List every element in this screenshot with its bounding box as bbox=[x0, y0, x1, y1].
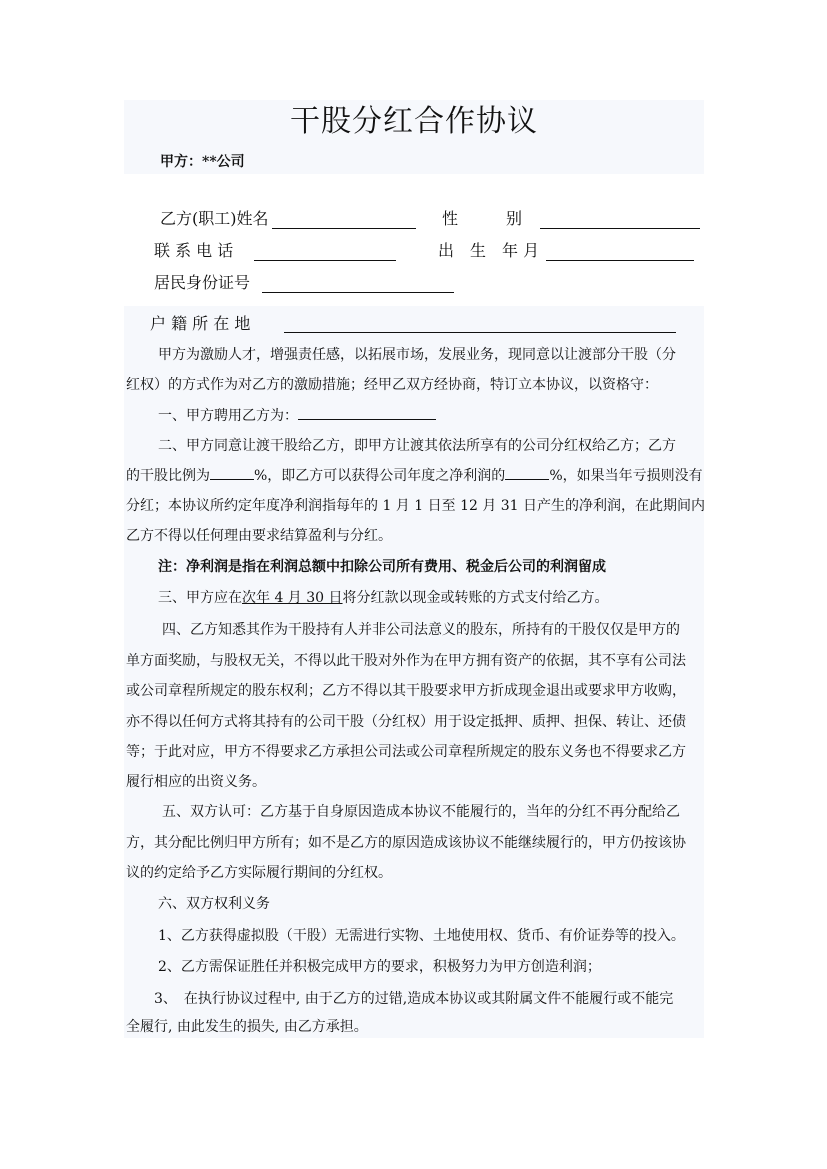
clause-6-item-3-line-2: 全履行, 由此发生的损失, 由乙方承担。 bbox=[126, 1019, 368, 1035]
clause-5-line-2: 方，其分配比例归甲方所有；如不是乙方的原因造成该协议不能继续履行的，甲方仍按该协 bbox=[126, 835, 686, 851]
clause-6-item-1: 1、乙方获得虚拟股（干股）无需进行实物、土地使用权、货币、有价证券等的投入。 bbox=[158, 928, 685, 944]
id-underline[interactable] bbox=[262, 292, 454, 293]
clause-4-line-1: 四、乙方知悉其作为干股持有人并非公司法意义的股东，所持有的干股仅仅是甲方的 bbox=[162, 622, 680, 638]
phone-label: 联 系 电 话 bbox=[154, 241, 234, 260]
position-blank[interactable] bbox=[298, 405, 436, 420]
clause-1: 一、甲方聘用乙方为： bbox=[126, 401, 702, 431]
birth-label: 出 生 年 月 bbox=[438, 241, 540, 260]
clause-4-line-5: 等；于此对应，甲方不得要求乙方承担公司法或公司章程所规定的股东义务也不得要求乙方 bbox=[126, 744, 686, 760]
birth-underline[interactable] bbox=[546, 260, 694, 261]
hukou-underline[interactable] bbox=[284, 332, 676, 333]
clause-2-line-3: 分红；本协议所约定年度净利润指每年的 1 月 1 日至 12 月 31 日产生的净利润，在此期间内 bbox=[126, 498, 706, 514]
id-label: 居民身份证号 bbox=[154, 273, 251, 292]
clause-5-line-3: 议的约定给予乙方实际履行期间的分红权。 bbox=[126, 865, 392, 881]
clause-4-line-4: 亦不得以任何方式将其持有的公司干股（分红权）用于设定抵押、质押、担保、转让、还债 bbox=[126, 714, 686, 730]
clause-6-heading: 六、双方权利义务 bbox=[158, 896, 270, 912]
clause-6-item-3-line-1: 3、 在执行协议过程中, 由于乙方的过错,造成本协议或其附属文件不能履行或不能完 bbox=[154, 991, 674, 1007]
clause-4-line-6: 履行相应的出资义务。 bbox=[126, 774, 266, 790]
party-a: 甲方：**公司 bbox=[160, 154, 245, 170]
name-label: 乙方(职工)姓名 bbox=[160, 209, 269, 228]
profit-ratio-blank[interactable] bbox=[505, 465, 549, 480]
gender-underline[interactable] bbox=[540, 228, 700, 229]
clause-3: 三、甲方应在次年 4 月 30 日将分红款以现金或转账的方式支付给乙方。 bbox=[158, 590, 609, 606]
intro-line-1: 甲方为激励人才，增强责任感，以拓展市场，发展业务，现同意以让渡部分干股（分 bbox=[158, 347, 676, 363]
document-title: 干股分红合作协议 bbox=[290, 104, 538, 139]
clause-2-line-1: 二、甲方同意让渡干股给乙方，即甲方让渡其依法所享有的公司分红权给乙方；乙方 bbox=[158, 438, 676, 454]
clause-4-line-2: 单方面奖励，与股权无关，不得以此干股对外作为在甲方拥有资产的依据，其不享有公司法 bbox=[126, 653, 686, 669]
clause-6-item-2: 2、乙方需保证胜任并积极完成甲方的要求，积极努力为甲方创造利润； bbox=[158, 959, 601, 975]
intro-line-2: 红权）的方式作为对乙方的激励措施；经甲乙双方经协商，特订立本协议，以资格守： bbox=[126, 377, 658, 393]
gender-label: 性 别 bbox=[442, 209, 523, 228]
net-profit-note: 注：净利润是指在利润总额中扣除公司所有费用、税金后公司的利润留成 bbox=[158, 559, 606, 575]
hukou-label: 户 籍 所 在 地 bbox=[150, 314, 251, 333]
clause-5-line-1: 五、双方认可：乙方基于自身原因造成本协议不能履行的，当年的分红不再分配给乙 bbox=[162, 804, 680, 820]
clause-2-line-4: 乙方不得以任何理由要求结算盈利与分红。 bbox=[126, 528, 392, 544]
share-ratio-blank[interactable] bbox=[210, 465, 254, 480]
name-underline[interactable] bbox=[272, 228, 416, 229]
clause-4-line-3: 或公司章程所规定的股东权利；乙方不得以其干股要求甲方折成现金退出或要求甲方收购， bbox=[126, 683, 686, 699]
phone-underline[interactable] bbox=[254, 260, 396, 261]
clause-2-line-2: 的干股比例为 %，即乙方可以获得公司年度之净利润的 %，如果当年亏损则没有 bbox=[126, 461, 702, 491]
